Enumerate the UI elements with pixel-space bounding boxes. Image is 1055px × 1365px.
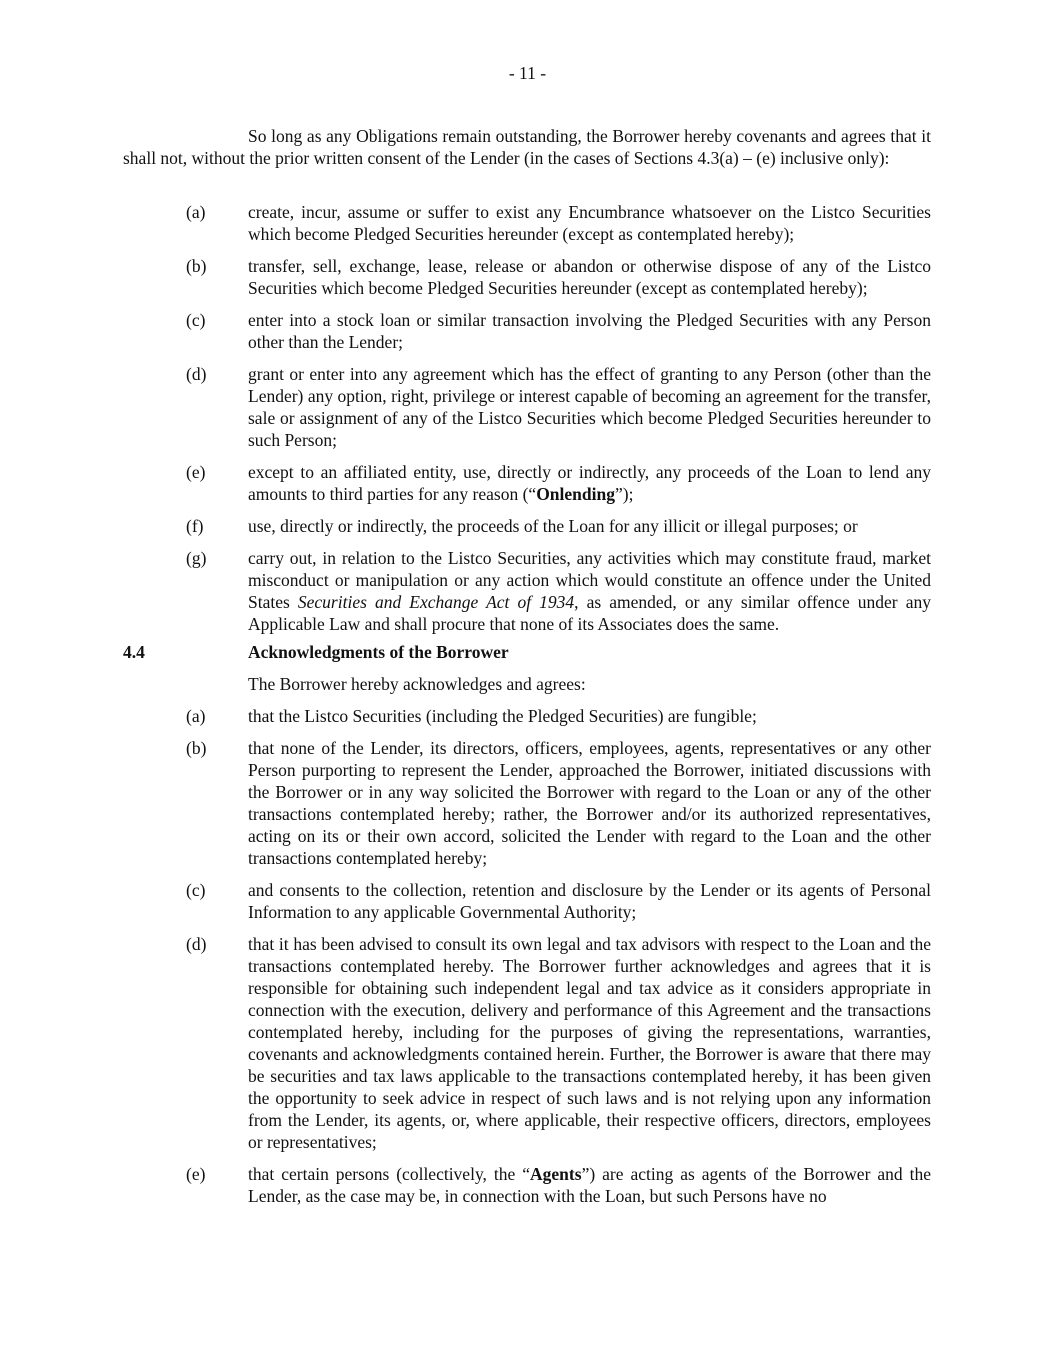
- acknowledgment-item-a: [0, 705, 1055, 727]
- acknowledgment-text: that it has been advised to consult its own legal and tax advisors with respect to the Loan and the transactions contemplated hereby. The Borrower further acknowledges and agrees that it is responsible for obtaining such independent legal and tax advice as it considers appropriate in connection with the execution, delivery and performance of this Agreement and the transactions contemplated hereby, including for the purposes of giving the representations, warranties, covenants and acknowledgments contained herein. Further, the Borrower is aware that there may be securities and tax laws applicable to the transactions contemplated hereby, it has been given the opportunity to seek advice in respect of such laws and is not relying upon any information from the Lender, its agents, or, where applicable, their respective officers, directors, employees or representatives;: [248, 934, 931, 1152]
- covenant-item-a: [0, 201, 1055, 245]
- section-title: Acknowledgments of the Borrower: [248, 642, 509, 662]
- section-intro: The Borrower hereby acknowledges and agrees:: [248, 674, 586, 694]
- covenant-text-part: carry out, in relation to the Listco Securities, any activities which may constitute fraud, market misconduct or manipulation or any action which would constitute an offence under the United States: [248, 548, 931, 612]
- covenant-label: (f): [186, 516, 204, 536]
- covenant-item-e: [0, 461, 1055, 505]
- covenant-item-f: [0, 515, 1055, 537]
- covenant-text: [248, 461, 931, 505]
- covenant-item-c: [0, 309, 1055, 353]
- acknowledgment-item-e: [0, 1163, 1055, 1207]
- acknowledgment-label: (e): [186, 1164, 206, 1184]
- covenant-label: (d): [186, 364, 207, 384]
- section-number: 4.4: [123, 642, 145, 662]
- covenant-text: create, incur, assume or suffer to exist any Encumbrance whatsoever on the Listco Securities which become Pledged Securities hereunder (except as contemplated hereby);: [248, 202, 931, 244]
- acknowledgment-label: (b): [186, 738, 207, 758]
- section-heading: [0, 641, 1055, 663]
- defined-term-agents: Agents: [530, 1164, 582, 1184]
- defined-term-onlending: Onlending: [536, 484, 615, 504]
- acknowledgment-label: (a): [186, 706, 206, 726]
- covenants-list: [0, 201, 1055, 645]
- acknowledgments-list: [0, 705, 1055, 1217]
- acknowledgment-text: that the Listco Securities (including the Pledged Securities) are fungible;: [248, 706, 757, 726]
- covenant-label: (a): [186, 202, 206, 222]
- covenant-text-part: , as amended, or any similar offence under any Applicable Law and shall procure that none of its Associates does the same.: [248, 592, 931, 634]
- covenant-text-part: except to an affiliated entity, use, directly or indirectly, any proceeds of the Loan to lend any amounts to third parties for any reason (“: [248, 462, 931, 504]
- acknowledgment-label: (c): [186, 880, 206, 900]
- acknowledgment-text-part: ”) are acting as agents of the Borrower and the Lender, as the case may be, in connection with the Loan, but such Persons have no: [248, 1164, 931, 1206]
- acknowledgment-text: and consents to the collection, retention and disclosure by the Lender or its agents of Personal Information to any applicable Governmental Authority;: [248, 880, 931, 922]
- acknowledgment-text: [248, 1163, 931, 1207]
- acknowledgment-item-b: [0, 737, 1055, 869]
- acknowledgment-text: that none of the Lender, its directors, officers, employees, agents, representatives or any other Person purporting to represent the Lender, approached the Borrower, initiated discussions with the Borrower or in any way solicited the Borrower with regard to the Loan or any of the other transactions contemplated hereby; rather, the Borrower and/or its authorized representatives, acting on its or their own accord, solicited the Lender with regard to the Loan and the other transactions contemplated hereby;: [248, 738, 931, 868]
- acknowledgment-text-part: that certain persons (collectively, the “: [248, 1164, 531, 1184]
- covenant-label: (c): [186, 310, 206, 330]
- statute-title: Securities and Exchange Act of 1934: [297, 592, 575, 612]
- intro-paragraph: So long as any Obligations remain outstanding, the Borrower hereby covenants and agrees that it shall not, without the prior written consent of the Lender (in the cases of Sections 4.3(a) – (e) inclusive only):: [123, 126, 931, 168]
- acknowledgment-item-d: [0, 933, 1055, 1153]
- covenant-item-g: [0, 547, 1055, 635]
- covenant-item-d: [0, 363, 1055, 451]
- acknowledgment-label: (d): [186, 934, 207, 954]
- covenant-label: (b): [186, 256, 207, 276]
- covenant-text: enter into a stock loan or similar transaction involving the Pledged Securities with any Person other than the Lender;: [248, 310, 931, 352]
- page-number: - 11 -: [508, 63, 547, 83]
- covenant-text: use, directly or indirectly, the proceeds of the Loan for any illicit or illegal purposes; or: [248, 516, 858, 536]
- covenant-text: grant or enter into any agreement which has the effect of granting to any Person (other than the Lender) any option, right, privilege or interest capable of becoming an agreement for the transfer, sale or assignment of any of the Listco Securities which become Pledged Securities hereunder to such Person;: [248, 364, 931, 450]
- covenant-item-b: [0, 255, 1055, 299]
- covenant-text-part: ”);: [614, 484, 634, 504]
- covenant-label: (e): [186, 462, 206, 482]
- covenant-text: transfer, sell, exchange, lease, release or abandon or otherwise dispose of any of the Listco Securities which become Pledged Securities hereunder (except as contemplated hereby);: [248, 256, 931, 298]
- acknowledgment-item-c: [0, 879, 1055, 923]
- covenant-text: [248, 547, 931, 635]
- covenant-label: (g): [186, 548, 207, 568]
